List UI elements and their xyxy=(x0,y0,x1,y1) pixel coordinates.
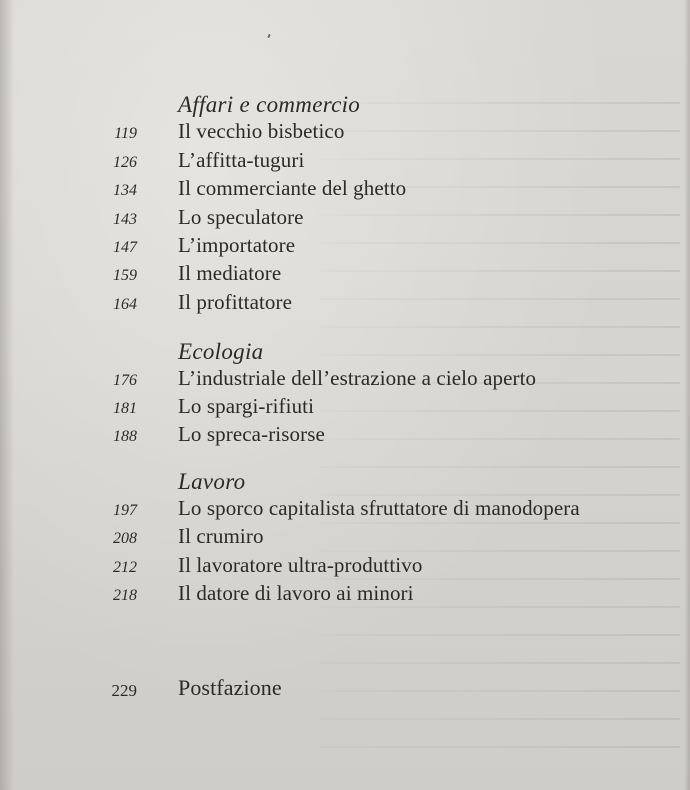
entry-title: Il profittatore xyxy=(178,290,293,314)
toc-entry xyxy=(0,396,690,424)
page-number: 134 xyxy=(113,182,137,199)
page-number: 181 xyxy=(113,400,137,417)
ink-mark xyxy=(267,34,271,38)
page-number: 164 xyxy=(113,296,137,313)
entry-title: Il vecchio bisbetico xyxy=(178,119,345,143)
page-number: 229 xyxy=(111,681,137,700)
page-number: 218 xyxy=(113,587,137,604)
entry-title: Lo sporco capitalista sfruttatore di manodopera xyxy=(178,496,580,520)
page-number: 197 xyxy=(113,502,137,519)
section-title-ecologia: Ecologia xyxy=(178,339,264,364)
entry-title: Il lavoratore ultra-produttivo xyxy=(178,553,423,577)
entry-title: Lo speculatore xyxy=(178,205,304,229)
entry-title: Postfazione xyxy=(178,675,282,700)
toc-entry xyxy=(0,526,690,554)
toc-entry xyxy=(0,498,690,526)
section-title-lavoro: Lavoro xyxy=(178,469,246,494)
entry-title: Il mediatore xyxy=(178,261,282,285)
entry-title: Il commerciante del ghetto xyxy=(178,176,407,200)
toc-entry xyxy=(0,555,690,583)
toc-entry xyxy=(0,178,690,206)
page-number: 176 xyxy=(113,372,137,389)
page-number: 147 xyxy=(113,239,137,256)
toc-entry xyxy=(0,368,690,396)
entry-title: L’industriale dell’estrazione a cielo aperto xyxy=(178,366,537,390)
toc-entry xyxy=(0,583,690,611)
toc-entry-postfazione xyxy=(0,677,690,705)
toc-entry xyxy=(0,207,690,235)
entry-title: Il datore di lavoro ai minori xyxy=(178,581,414,605)
page-number: 159 xyxy=(113,267,137,284)
toc-entry xyxy=(0,263,690,291)
toc-entry xyxy=(0,292,690,320)
toc-entry xyxy=(0,150,690,178)
section-title-affari: Affari e commercio xyxy=(178,92,361,117)
entry-title: L’affitta-tuguri xyxy=(178,148,305,172)
page-number: 119 xyxy=(114,125,137,142)
page-number: 208 xyxy=(113,530,137,547)
entry-title: Lo spreca-risorse xyxy=(178,422,325,446)
entry-title: Lo spargi-rifiuti xyxy=(178,394,315,418)
page-number: 143 xyxy=(113,211,137,228)
page-number: 188 xyxy=(113,428,137,445)
toc-entry xyxy=(0,235,690,263)
page-number: 212 xyxy=(113,559,137,576)
toc-entry xyxy=(0,424,690,452)
toc-entry xyxy=(0,121,690,149)
entry-title: Il crumiro xyxy=(178,524,264,548)
page-number: 126 xyxy=(113,154,137,171)
entry-title: L’importatore xyxy=(178,233,296,257)
